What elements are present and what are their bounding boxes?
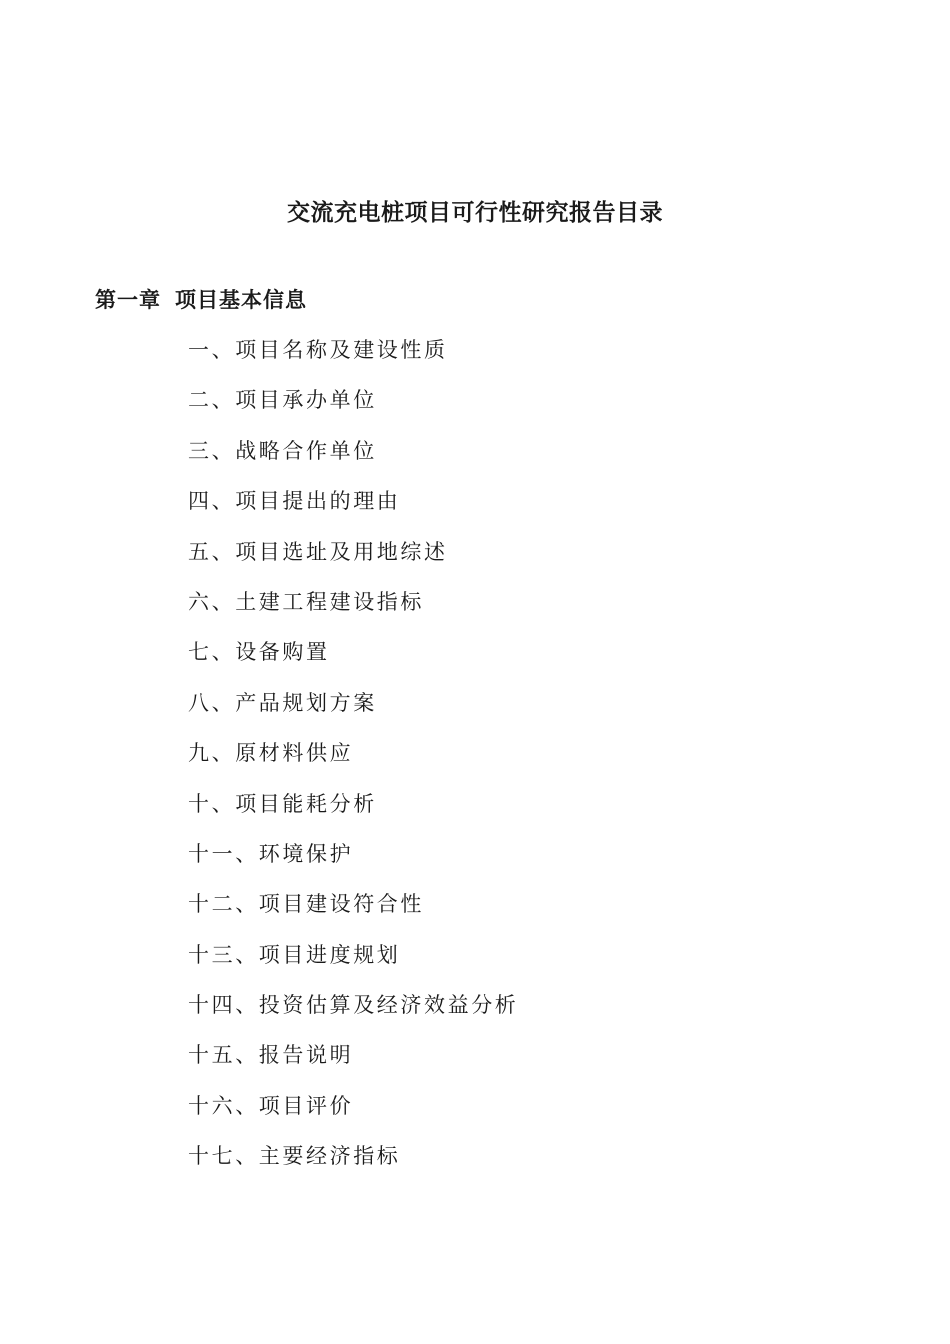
chapter-title: 项目基本信息 bbox=[175, 288, 307, 312]
toc-item: 十七、主要经济指标 bbox=[188, 1144, 401, 1169]
toc-item: 十三、项目进度规划 bbox=[188, 942, 401, 967]
toc-item: 十四、投资估算及经济效益分析 bbox=[188, 993, 519, 1018]
toc-item: 十五、报告说明 bbox=[188, 1043, 354, 1068]
toc-item: 七、设备购置 bbox=[188, 640, 330, 665]
toc-item: 四、项目提出的理由 bbox=[188, 489, 401, 514]
toc-item: 十二、项目建设符合性 bbox=[188, 892, 424, 917]
toc-item: 二、项目承办单位 bbox=[188, 388, 377, 413]
toc-item: 五、项目选址及用地综述 bbox=[188, 539, 448, 564]
toc-list bbox=[188, 334, 518, 1191]
toc-item: 十、项目能耗分析 bbox=[188, 791, 377, 816]
chapter-number: 第一章 bbox=[95, 288, 161, 312]
toc-item: 八、产品规划方案 bbox=[188, 690, 377, 715]
document-title: 交流充电桩项目可行性研究报告目录 bbox=[287, 200, 663, 226]
toc-item: 三、战略合作单位 bbox=[188, 438, 377, 463]
toc-item: 十六、项目评价 bbox=[188, 1093, 354, 1118]
toc-item: 九、原材料供应 bbox=[188, 741, 354, 766]
toc-item: 一、项目名称及建设性质 bbox=[188, 338, 448, 362]
toc-item: 六、土建工程建设指标 bbox=[188, 589, 424, 614]
toc-item: 十一、环境保护 bbox=[188, 841, 354, 866]
chapter-heading bbox=[95, 284, 307, 316]
